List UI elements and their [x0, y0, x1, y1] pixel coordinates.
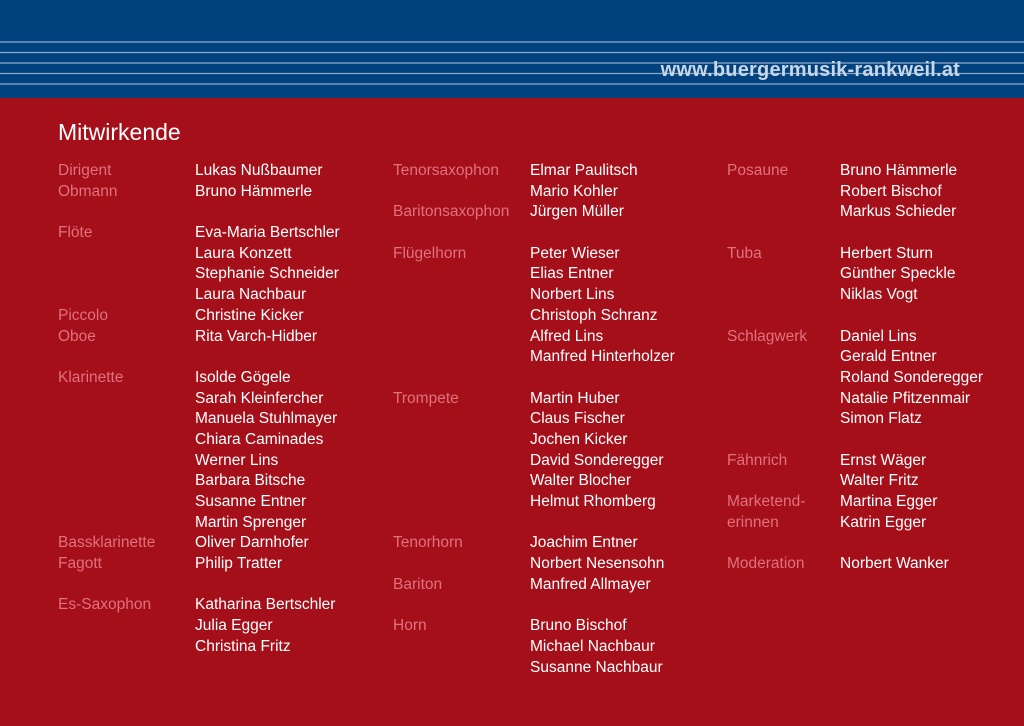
- website-url[interactable]: www.buergermusik-rankweil.at: [660, 59, 960, 81]
- member-name: Ernst Wäger: [840, 451, 927, 469]
- instrument-label: Bassklarinette: [58, 534, 156, 552]
- instrument-label: Fähnrich: [727, 451, 788, 469]
- instrument-label: Bariton: [393, 575, 443, 593]
- member-name: Martina Egger: [840, 493, 938, 510]
- member-name: Chiara Caminades: [195, 430, 324, 448]
- instrument-label: Dirigent: [58, 162, 112, 179]
- member-name: Mario Kohler: [530, 182, 618, 200]
- instrument-label: Marketend-: [727, 493, 806, 510]
- member-name: Manuela Stuhlmayer: [195, 410, 338, 428]
- instrument-label: Posaune: [727, 162, 789, 179]
- member-name: Natalie Pfitzenmair: [840, 389, 971, 407]
- member-name: Jochen Kicker: [530, 430, 628, 448]
- instrument-label: Es-Saxophon: [58, 596, 152, 614]
- instrument-label: Tuba: [727, 244, 762, 262]
- member-name: Katharina Bertschler: [195, 596, 336, 614]
- member-name: Walter Fritz: [840, 472, 919, 490]
- member-name: Markus Schieder: [840, 203, 957, 221]
- instrument-label: erinnen: [727, 513, 779, 531]
- member-name: Niklas Vogt: [840, 286, 918, 304]
- instrument-label: Oboe: [58, 327, 96, 345]
- member-name: Christine Kicker: [195, 306, 304, 324]
- member-name: Werner Lins: [195, 451, 279, 469]
- instrument-label: Klarinette: [58, 368, 124, 386]
- member-name: Katrin Egger: [840, 513, 927, 531]
- member-name: Susanne Entner: [195, 493, 307, 510]
- member-name: Philip Tratter: [195, 555, 283, 573]
- instrument-label: Horn: [393, 617, 427, 635]
- member-name: Sarah Kleinfercher: [195, 389, 324, 407]
- instrument-label: Flöte: [58, 224, 93, 242]
- instrument-label: Obmann: [58, 182, 118, 200]
- member-name: Martin Huber: [530, 389, 620, 407]
- staff-lines-decoration: [0, 0, 1024, 98]
- member-name: Susanne Nachbaur: [530, 658, 663, 676]
- instrument-label: Piccolo: [58, 306, 108, 324]
- member-name: Claus Fischer: [530, 410, 625, 428]
- member-name: Roland Sonderegger: [840, 368, 984, 386]
- member-name: Norbert Wanker: [840, 555, 949, 573]
- member-name: Laura Konzett: [195, 244, 292, 262]
- member-name: Bruno Bischof: [530, 617, 627, 635]
- member-name: Elias Entner: [530, 265, 614, 283]
- member-name: Christoph Schranz: [530, 306, 658, 324]
- member-name: Elmar Paulitsch: [530, 162, 638, 179]
- member-name: Isolde Gögele: [195, 368, 291, 386]
- member-name: Eva-Maria Bertschler: [195, 224, 340, 242]
- member-name: Jürgen Müller: [530, 203, 624, 221]
- member-name: Laura Nachbaur: [195, 286, 307, 304]
- member-name: Martin Sprenger: [195, 513, 307, 531]
- instrument-label: Flügelhorn: [393, 244, 467, 262]
- member-name: Günther Speckle: [840, 265, 956, 283]
- instrument-label: Moderation: [727, 555, 805, 573]
- member-name: Michael Nachbaur: [530, 637, 655, 655]
- instrument-label: Tenorhorn: [393, 534, 463, 552]
- member-name: Lukas Nußbaumer: [195, 162, 323, 179]
- member-name: Herbert Sturn: [840, 244, 934, 262]
- member-name: Gerald Entner: [840, 348, 937, 366]
- member-name: Oliver Darnhofer: [195, 534, 309, 552]
- instrument-label: Baritonsaxophon: [393, 203, 510, 221]
- instrument-label: Trompete: [393, 389, 459, 407]
- member-name: Simon Flatz: [840, 410, 922, 428]
- member-name: Robert Bischof: [840, 182, 942, 200]
- header-banner: [0, 0, 1024, 98]
- member-name: Christina Fritz: [195, 637, 291, 655]
- instrument-label: Tenorsaxophon: [393, 162, 499, 179]
- member-name: Rita Varch-Hidber: [195, 327, 318, 345]
- instrument-label: Fagott: [58, 555, 102, 573]
- member-name: Julia Egger: [195, 617, 273, 635]
- member-name: Norbert Nesensohn: [530, 555, 665, 573]
- member-name: Helmut Rhomberg: [530, 493, 656, 510]
- member-name: David Sonderegger: [530, 451, 664, 469]
- member-name: Alfred Lins: [530, 327, 604, 345]
- member-name: Peter Wieser: [530, 244, 620, 262]
- member-name: Stephanie Schneider: [195, 265, 339, 283]
- member-name: Bruno Hämmerle: [840, 162, 958, 179]
- member-name: Norbert Lins: [530, 286, 615, 304]
- instrument-label: Schlagwerk: [727, 327, 808, 345]
- member-name: Walter Blocher: [530, 472, 632, 490]
- member-name: Daniel Lins: [840, 327, 917, 345]
- member-name: Barbara Bitsche: [195, 472, 306, 490]
- member-name: Bruno Hämmerle: [195, 182, 313, 200]
- page-title: Mitwirkende: [58, 119, 181, 145]
- member-name: Manfred Allmayer: [530, 575, 651, 593]
- member-name: Manfred Hinterholzer: [530, 348, 675, 366]
- member-name: Joachim Entner: [530, 534, 638, 552]
